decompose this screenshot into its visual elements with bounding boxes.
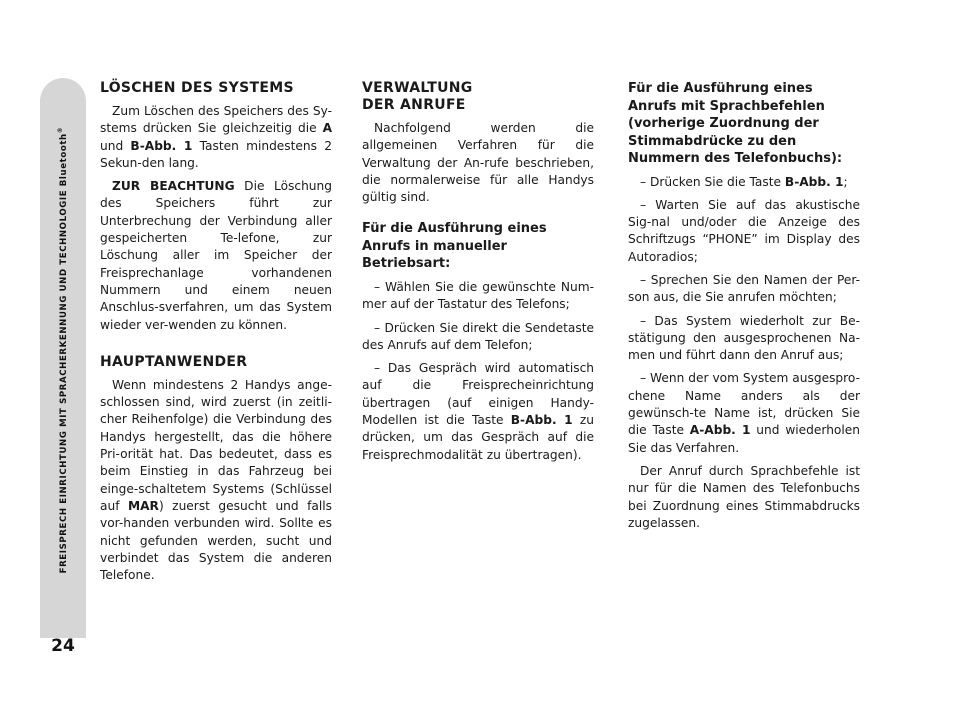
column-3 [628,80,860,538]
paragraph-hauptanwender: Wenn mindestens 2 Handys ange-schlossen sind, wird zuerst (in zeitli-cher Reihenfolge) die Verbindung des Handys hergestellt, das die höhere Pri-orität hat. Das bedeutet, dass es beim Einstieg in das Fahrzeug bei einge-schaltetem Systems (Schlüssel auf MAR) zuerst gesucht und falls vor-handen verbunden wird. Sollte es nicht gefunden werden, sucht und verbindet das System die anderen Telefone. [100,377,332,583]
paragraph-beachtung: ZUR BEACHTUNG Die Löschung des Speichers führt zur Unterbrechung der Verbindung aller gespeicherten Te-lefone, zur Löschung aller im Speicher der Freisprechanlage vorhandenen Nummern und einem neuen Anschlus-sverfahren, um das System wieder ver-wenden zu können. [100,179,332,332]
step-warten: – Warten Sie auf das akustische Sig-nal und/oder die Anzeige des Schriftzugs “PHONE” im Display des Autoradios; [628,197,860,264]
chapter-title: FREISPRECH EINRICHTUNG MIT SPRACHERKENNUNG UND TECHNOLOGIE Bluetooth® [57,126,69,574]
heading-loeschen: LÖSCHEN DES SYSTEMS [100,80,294,96]
page-number: 24 [51,636,75,656]
heading-verwaltung: VERWALTUNG [362,80,473,96]
paragraph-intro: Nachfolgend werden die allgemeinen Verfahren für die Verwaltung der An-rufe beschrieben, die normalerweise für alle Handys gültig sind. [362,121,594,205]
column-2 [362,80,594,470]
step-wiederholt: – Das System wiederholt zur Be-stätigung den ausgesprochenen Na-men und führt dann den Anruf aus; [628,313,860,363]
step-waehlen: – Wählen Sie die gewünschte Num-mer auf der Tastatur des Telefons; [362,279,594,312]
column-1 [100,80,332,590]
step-sendetaste: – Drücken Sie direkt die Sendetaste des Anrufs auf dem Telefon; [362,320,594,352]
step-sprechen: – Sprechen Sie den Namen der Per-son aus, die Sie anrufen möchten; [628,272,860,305]
step-taste: – Drücken Sie die Taste B-Abb. 1; [640,174,848,189]
paragraph-loeschen: Zum Löschen des Speichers des Sy-stems drücken Sie gleichzeitig die A und B-Abb. 1 Tasten mindestens 2 Sekun-den lang. [100,104,332,170]
step-uebertragen: – Das Gespräch wird automatisch auf die Freisprecheinrichtung übertragen (auf einigen Handy-Modellen ist die Taste B-Abb. 1 zu drücken, um das Gespräch auf die Freisprechmodalität zu übertragen). [362,361,594,462]
subheading-sprachbefehle: Für die Ausführung eines Anrufs mit Sprachbefehlen (vorherige Zuordnung der Stimmabdrücke zu den Nummern des Telefonbuchs): [628,81,843,166]
heading-anrufe: DER ANRUFE [362,97,466,113]
heading-hauptanwender: HAUPTANWENDER [100,353,248,370]
paragraph-hinweis: Der Anruf durch Sprachbefehle ist nur für die Namen des Telefonbuchs bei Zuordnung eines Stimmabdrucks zugelassen. [628,463,860,530]
step-anders: – Wenn der vom System ausgespro-chene Name anders als der gewünsch-te Name ist, drücken Sie die Taste A-Abb. 1 und wiederholen Sie das Verfahren. [628,371,860,455]
subheading-manuell: Für die Ausführung eines Anrufs in manueller Betriebsart: [362,221,547,272]
